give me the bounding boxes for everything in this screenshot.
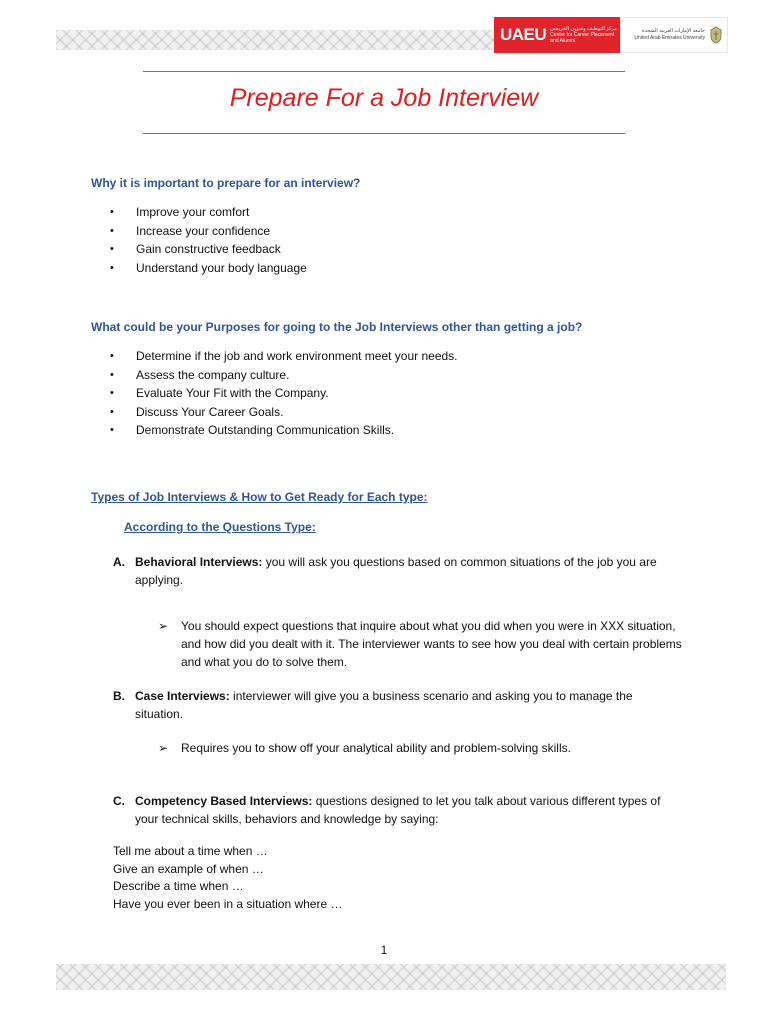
interview-type-case [113, 687, 683, 723]
item-letter: C. [113, 794, 125, 808]
university-logo-arabic: جامعة الإمارات العربية المتحدة [642, 28, 705, 34]
title-bottom-rule [143, 133, 625, 134]
prompt-line: Tell me about a time when … [113, 844, 268, 858]
list-item: • Gain constructive feedback [110, 240, 307, 259]
item-letter: B. [113, 689, 125, 703]
prompt-line: Describe a time when … [113, 879, 244, 893]
section-heading-interview-types: Types of Job Interviews & How to Get Ready for Each type: [91, 490, 428, 504]
title-top-rule [143, 71, 625, 72]
list-item: • Evaluate Your Fit with the Company. [110, 384, 458, 403]
importance-list [110, 203, 307, 277]
ccpa-logo-line2: and Alumni [550, 38, 575, 44]
ccpa-logo-text [550, 26, 617, 44]
uaeu-logo-mark: UAEU [500, 25, 547, 44]
interview-type-behavioral [113, 553, 683, 589]
section-heading-purposes: What could be your Purposes for going to the Job Interviews other than getting a job? [91, 320, 583, 334]
arrow-bullet-icon: ➢ [158, 619, 169, 633]
item-label: Case Interviews: [135, 689, 230, 703]
detail-text: Requires you to show off your analytical ability and problem-solving skills. [181, 741, 571, 755]
purposes-list [110, 347, 458, 440]
prompt-line: Have you ever been in a situation where … [113, 896, 343, 911]
item-letter: A. [113, 555, 125, 569]
prompt-line: Give an example of when … [113, 861, 264, 876]
university-seal-icon [709, 26, 723, 44]
interview-type-competency [113, 792, 683, 828]
uaeu-ccpa-logo [494, 17, 620, 53]
university-logo-text [627, 28, 705, 42]
case-detail [158, 739, 683, 757]
uaeu-university-logo [620, 17, 728, 53]
list-item: • Assess the company culture. [110, 366, 458, 385]
ccpa-logo-arabic: مركز التوظيف وشؤون الخريجين [550, 26, 617, 32]
list-item: • Improve your comfort [110, 203, 307, 222]
page-number: 1 [380, 943, 388, 957]
ccpa-logo-line1: Center for Career Placement [550, 32, 615, 38]
university-logo-english: United Arab Emirates University [634, 35, 705, 41]
item-label: Behavioral Interviews: [135, 555, 263, 569]
list-item: • Demonstrate Outstanding Communication Skills. [110, 421, 458, 440]
page-title: Prepare For a Job Interview [229, 84, 539, 112]
subheading-questions-type: According to the Questions Type: [124, 520, 316, 534]
item-text: you will ask you questions based on common situations of the job you are applying. [135, 555, 657, 587]
list-item: • Increase your confidence [110, 222, 307, 241]
item-label: Competency Based Interviews: [135, 794, 313, 808]
behavioral-detail [158, 617, 683, 671]
section-heading-importance: Why it is important to prepare for an interview? [91, 176, 361, 190]
list-item: • Discuss Your Career Goals. [110, 403, 458, 422]
item-text: interviewer will give you a business scenario and asking you to manage the situation. [135, 689, 633, 721]
item-text: questions designed to let you talk about various different types of your technical skills, behaviors and knowledge by saying: [135, 794, 661, 826]
list-item: • Determine if the job and work environment meet your needs. [110, 347, 458, 366]
arrow-bullet-icon: ➢ [158, 741, 169, 755]
footer-pattern-band [56, 964, 726, 990]
list-item: • Understand your body language [110, 259, 307, 278]
detail-text: You should expect questions that inquire about what you did when you were in XXX situation, and how did you dealt with it. The interviewer wants to see how you deal with certain problems and what you do to solve them. [181, 619, 682, 669]
